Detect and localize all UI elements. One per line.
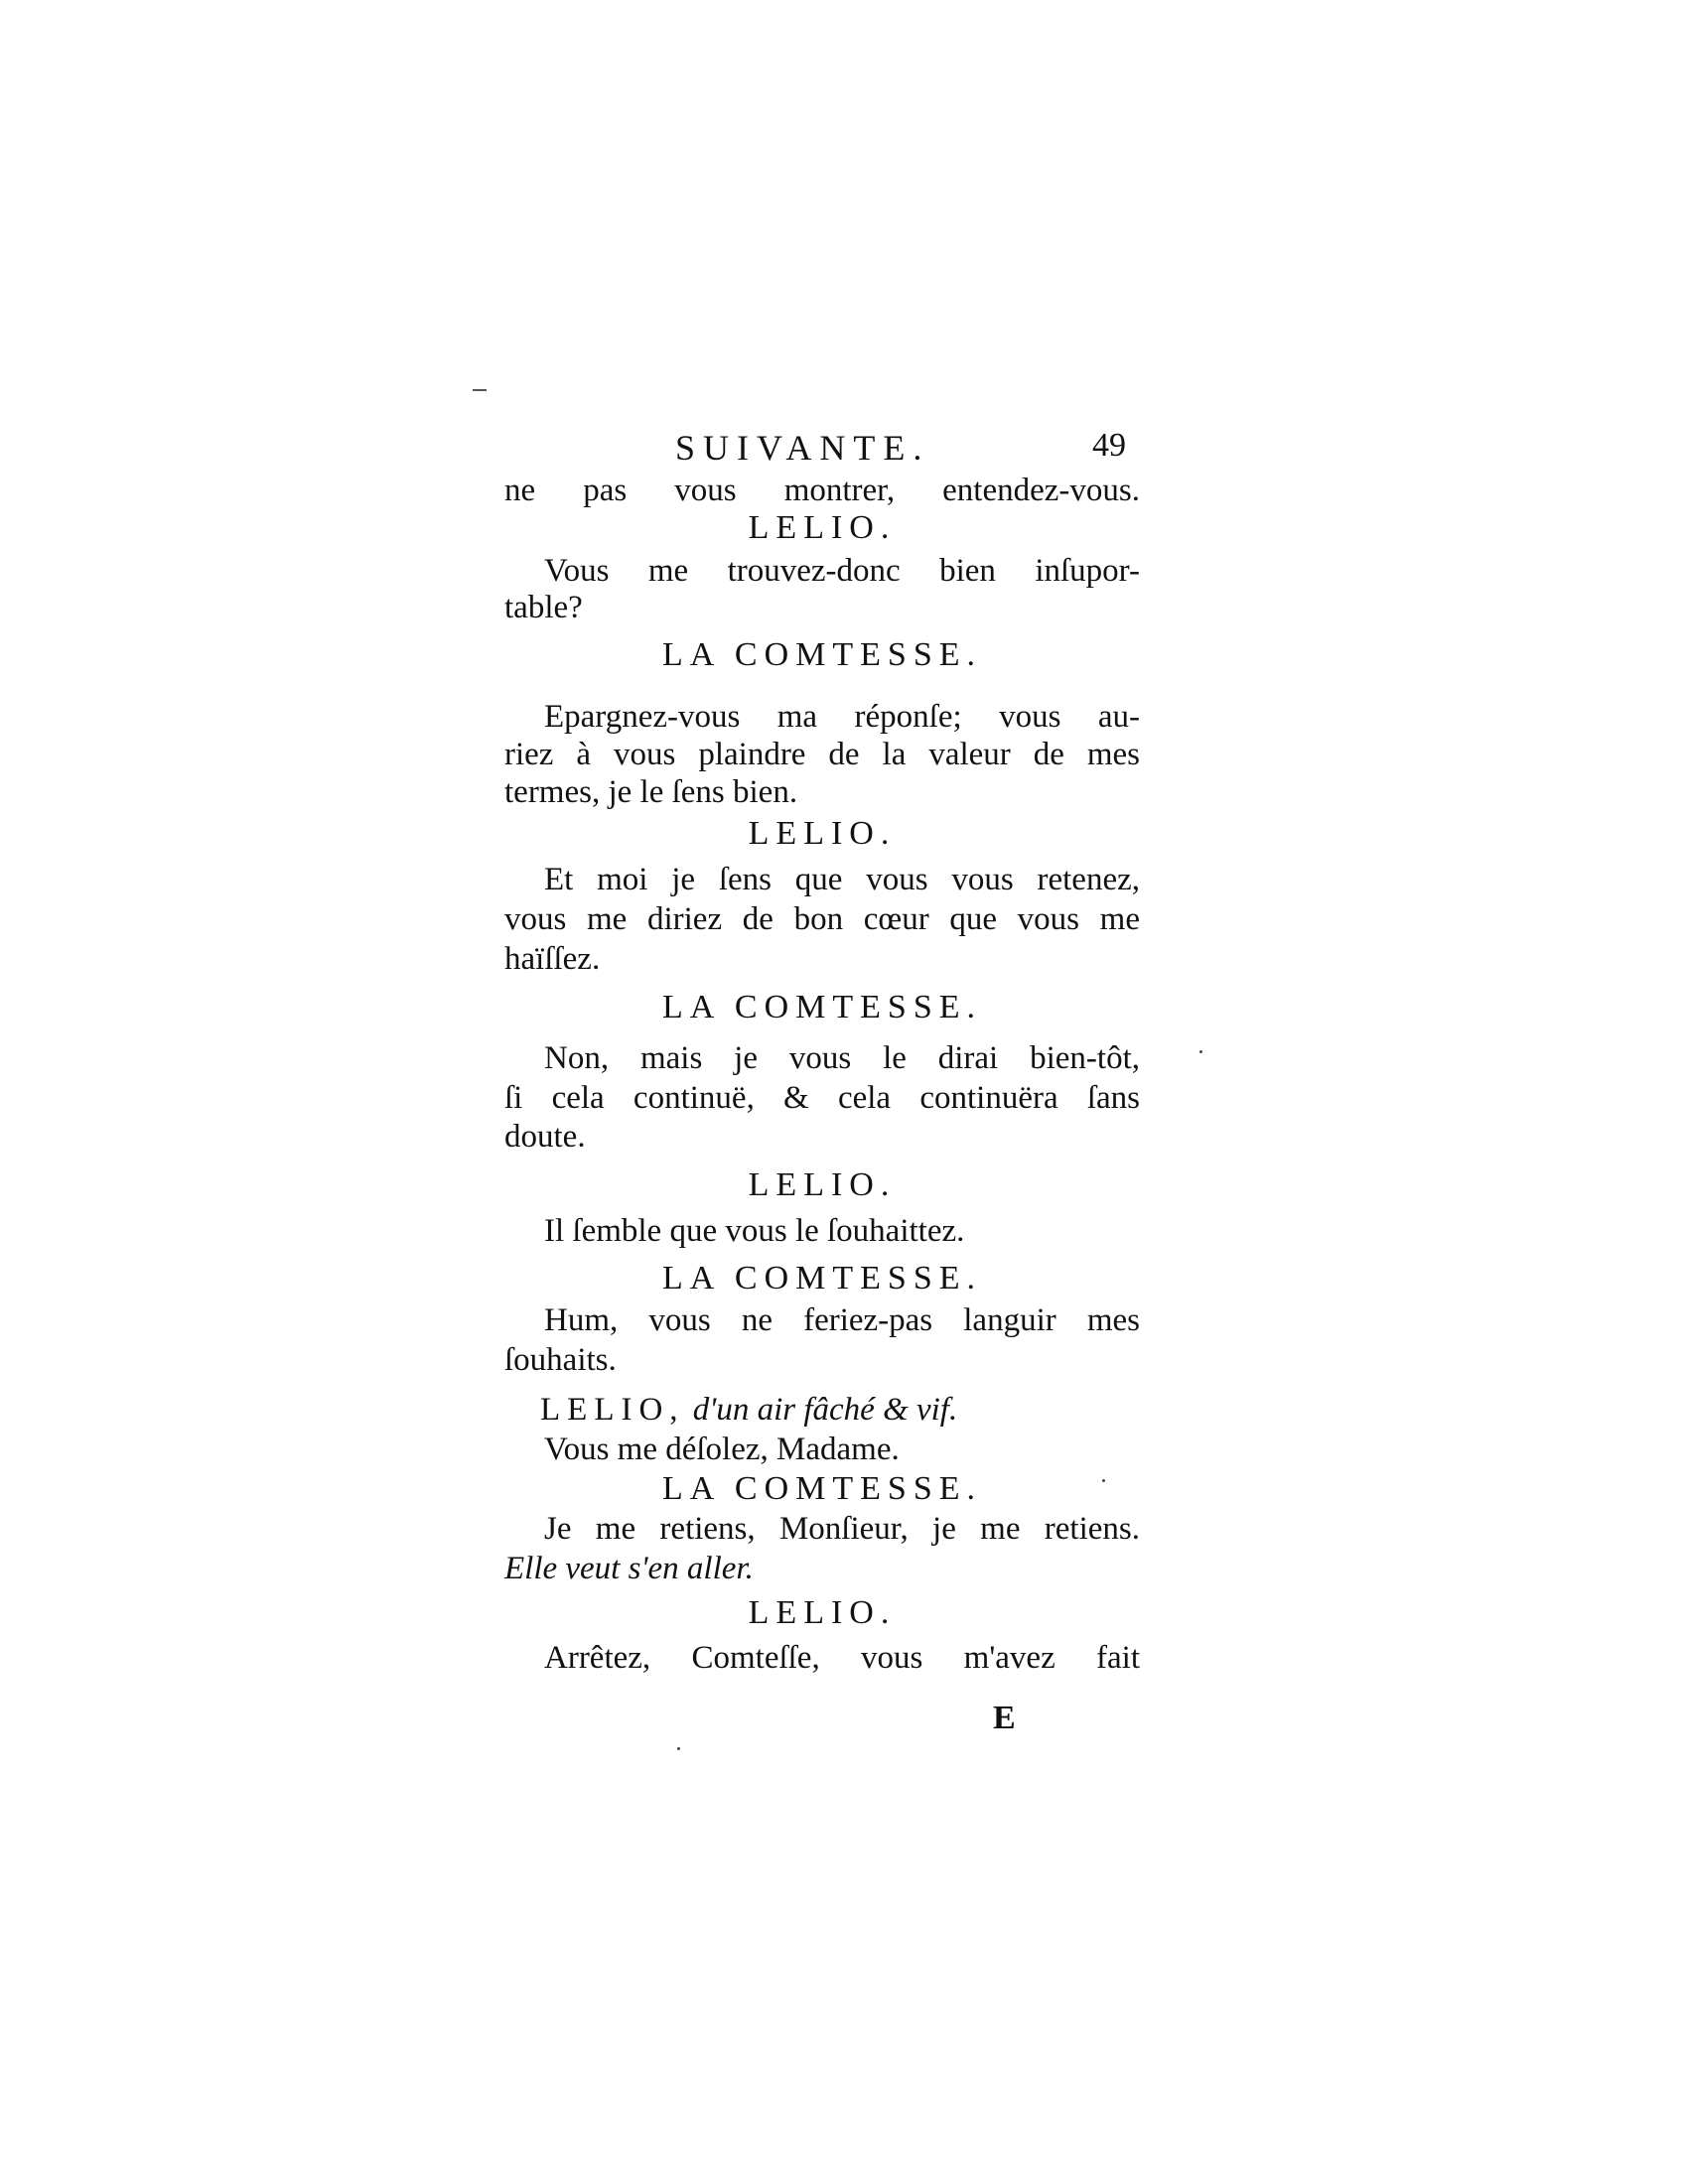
text-line: Vous me trouvez-donc bien inſupor- [544, 553, 1140, 589]
text-line: table? [504, 590, 583, 625]
text-line: doute. [504, 1119, 586, 1155]
text-line: ſi cela continuë, & cela continuëra ſans [504, 1080, 1140, 1116]
text-line: Il ſemble que vous le ſouhaittez. [544, 1213, 965, 1249]
speaker-name: LELIO. [748, 815, 897, 852]
speaker-name: LA COMTESSE. [661, 989, 983, 1025]
text-line: vous me diriez de bon cœur que vous me [504, 901, 1140, 937]
text-line: Arrêtez, Comteſſe, vous m'avez fait [544, 1640, 1140, 1676]
text-line: ne pas vous montrer, entendez-vous. [504, 473, 1140, 508]
speaker-name: LELIO. [748, 1594, 897, 1631]
text-line: Et moi je ſens que vous vous retenez, [544, 862, 1140, 897]
speaker-name: LA COMTESSE. [661, 636, 983, 673]
text-line: ſouhaits. [504, 1342, 617, 1378]
signature-mark: E [993, 1700, 1016, 1736]
speaker-name: LELIO, [540, 1392, 685, 1428]
text-line: termes, je le ſens bien. [504, 774, 798, 810]
speaker-name: LELIO. [748, 509, 897, 546]
speaker-name: LA COMTESSE. [661, 1260, 983, 1297]
text-line: Epargnez-vous ma réponſe; vous au- [544, 699, 1140, 735]
speaker-name: LA COMTESSE. [661, 1470, 983, 1507]
speck [677, 1747, 680, 1750]
speaker-name: LELIO. [748, 1166, 897, 1203]
text-line: Vous me déſolez, Madame. [544, 1432, 900, 1467]
page-number: 49 [1092, 427, 1126, 464]
text-line: Non, mais je vous le dirai bien-tôt, [544, 1040, 1140, 1076]
margin-mark [473, 389, 487, 391]
text-line: haïſſez. [504, 941, 601, 977]
speck [1199, 1050, 1202, 1053]
text-line: riez à vous plaindre de la valeur de mes [504, 737, 1140, 772]
running-head: SUIVANTE. [675, 428, 930, 468]
stage-direction: Elle veut s'en aller. [504, 1551, 754, 1586]
stage-direction: d'un air fâché & vif. [692, 1392, 958, 1428]
speck [1102, 1479, 1105, 1482]
text-line: Hum, vous ne feriez-pas languir mes [544, 1302, 1140, 1338]
text-line: Je me retiens, Monſieur, je me retiens. [544, 1511, 1140, 1547]
speaker-line [504, 1390, 1140, 1430]
